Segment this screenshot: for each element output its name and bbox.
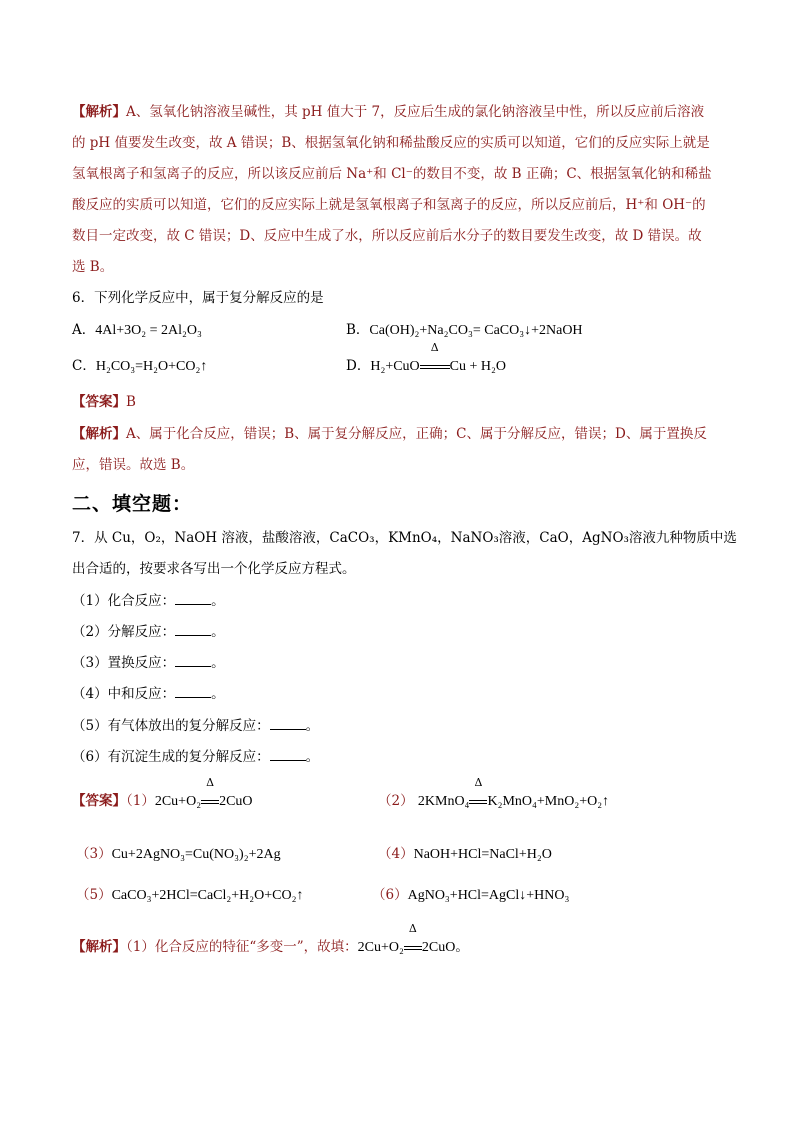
fill-item-label: （2）分解反应：	[72, 624, 176, 640]
analysis-line: 酸反应的实质可以知道，它们的反应实际上就是氢氧根离子和氢离子的反应，所以反应前后，H⁺和 OH⁻的	[72, 197, 706, 213]
equation-right: 2CuO	[219, 794, 253, 809]
option-text: H₂+CuO	[370, 359, 420, 374]
analysis-line: 数目一定改变，故 C 错误；D、反应中生成了水，所以反应前后水分子的数目要发生改变，故 D 错误。故	[72, 228, 702, 244]
analysis-line: 应，错误。故选 B。	[72, 457, 195, 473]
option-label: D．	[346, 358, 371, 374]
fill-item-end: 。	[211, 624, 225, 640]
fill-item-label: （5）有气体放出的复分解反应：	[72, 718, 270, 734]
option-text: H₂CO₃=H₂O+CO₂↑	[95, 359, 208, 374]
fill-item-end: 。	[211, 593, 225, 609]
analysis-text: （1）化合反应的特征“多变一”，故填：	[126, 939, 358, 955]
analysis-end: 。	[455, 939, 469, 955]
answer-label: （5）	[76, 887, 112, 903]
fill-item	[72, 653, 225, 673]
question-stem: 出合适的，按要求各写出一个化学反应方程式。	[72, 561, 356, 577]
fill-item-label: （3）置换反应：	[72, 655, 176, 671]
equation-left: 2Cu+O₂	[357, 940, 404, 955]
analysis-tag: 【解析】	[72, 426, 126, 442]
option-d	[346, 341, 507, 377]
answer-3	[76, 844, 281, 865]
option-text: 4Al+3O₂ = 2Al₂O₃	[95, 323, 202, 338]
answer-1	[72, 776, 253, 812]
equation: CaCO₃+2HCl=CaCl₂+H₂O+CO₂↑	[111, 888, 304, 903]
equation-right: 2CuO	[421, 940, 456, 955]
equation-left: 2KMnO₄	[417, 794, 470, 809]
answer-tag: 【答案】	[72, 793, 126, 809]
answer-blank	[175, 655, 211, 667]
answer-label: （4）	[378, 846, 414, 862]
answer-line	[72, 392, 136, 412]
option-label: C．	[72, 358, 96, 374]
analysis-text: A、属于化合反应，错误；B、属于复分解反应，正确；C、属于分解反应，错误；D、属于置换反	[126, 426, 707, 442]
equals-bar	[404, 946, 422, 950]
answer-4	[378, 844, 552, 865]
analysis-text: A、氢氧化钠溶液呈碱性，其 pH 值大于 7，反应后生成的氯化钠溶液呈中性，所以反应前后溶液	[126, 104, 705, 120]
analysis-line	[72, 424, 707, 444]
answer-2	[378, 776, 610, 812]
analysis-line	[72, 102, 704, 122]
option-text: Cu + H₂O	[449, 359, 507, 374]
fill-item	[72, 747, 319, 767]
analysis-line: 氢氧根离子和氢离子的反应，所以该反应前后 Na⁺和 Cl⁻的数目不变，故 B 正确；C、根据氢氧化钠和稀盐	[72, 166, 712, 182]
option-text: Ca(OH)₂+Na₂CO₃= CaCO₃↓+2NaOH	[369, 323, 583, 338]
equals-bar	[201, 800, 219, 804]
fill-item-label: （1）化合反应：	[72, 593, 176, 609]
fill-item-end: 。	[211, 686, 225, 702]
fill-item	[72, 622, 225, 642]
answer-tag: 【答案】	[72, 394, 126, 410]
equals-bar	[420, 365, 450, 369]
answer-label: （6）	[372, 887, 408, 903]
fill-item-end: 。	[305, 749, 320, 765]
fill-item-end: 。	[211, 655, 225, 671]
question-stem: 6．下列化学反应中，属于复分解反应的是	[72, 290, 324, 306]
option-c	[72, 356, 207, 377]
heat-condition	[201, 776, 219, 811]
equation: AgNO₃+HCl=AgCl↓+HNO₃	[407, 888, 570, 903]
heat-symbol: Δ	[430, 341, 439, 354]
heat-condition	[469, 776, 487, 811]
analysis-line: 选 B。	[72, 259, 114, 275]
answer-blank	[175, 686, 211, 698]
fill-item-end: 。	[305, 718, 320, 734]
answer-6	[372, 885, 569, 906]
answer-blank	[270, 718, 306, 730]
option-a	[72, 320, 202, 341]
equation: Cu+2AgNO₃=Cu(NO₃)₂+2Ag	[111, 847, 281, 862]
section-title: 二、填空题：	[72, 493, 193, 515]
heat-symbol: Δ	[474, 776, 483, 789]
equation-right: K₂MnO₄+MnO₂+O₂↑	[487, 794, 610, 809]
answer-blank	[175, 593, 211, 605]
analysis-tag: 【解析】	[72, 104, 126, 120]
option-label: B．	[346, 322, 370, 338]
question-stem: 7．从 Cu，O₂，NaOH 溶液，盐酸溶液，CaCO₃，KMnO₄，NaNO₃溶液，CaO，AgNO₃溶液九种物质中选	[72, 530, 737, 546]
analysis-line	[72, 922, 469, 958]
fill-item-label: （6）有沉淀生成的复分解反应：	[72, 749, 270, 765]
fill-item	[72, 684, 225, 704]
option-b	[346, 320, 583, 341]
analysis-tag: 【解析】	[72, 939, 126, 955]
answer-blank	[270, 749, 306, 761]
fill-item	[72, 591, 225, 611]
answer-label: （3）	[76, 846, 112, 862]
heat-symbol: Δ	[206, 776, 215, 789]
heat-condition	[404, 922, 422, 957]
fill-item-label: （4）中和反应：	[72, 686, 176, 702]
answer-blank	[175, 624, 211, 636]
option-label: A．	[72, 322, 96, 338]
equation-left: 2Cu+O₂	[154, 794, 202, 809]
answer-value: B	[126, 394, 136, 410]
answer-5	[76, 885, 304, 906]
answer-label: （2）	[378, 793, 414, 809]
heat-symbol: Δ	[408, 922, 417, 935]
fill-item	[72, 716, 319, 736]
equation: NaOH+HCl=NaCl+H₂O	[413, 847, 552, 862]
analysis-line: 的 pH 值要发生改变，故 A 错误；B、根据氢氧化钠和稀盐酸反应的实质可以知道，它们的反应实际上就是	[72, 135, 710, 151]
heat-condition	[420, 341, 450, 376]
equals-bar	[469, 800, 487, 804]
answer-label: （1）	[126, 793, 155, 809]
